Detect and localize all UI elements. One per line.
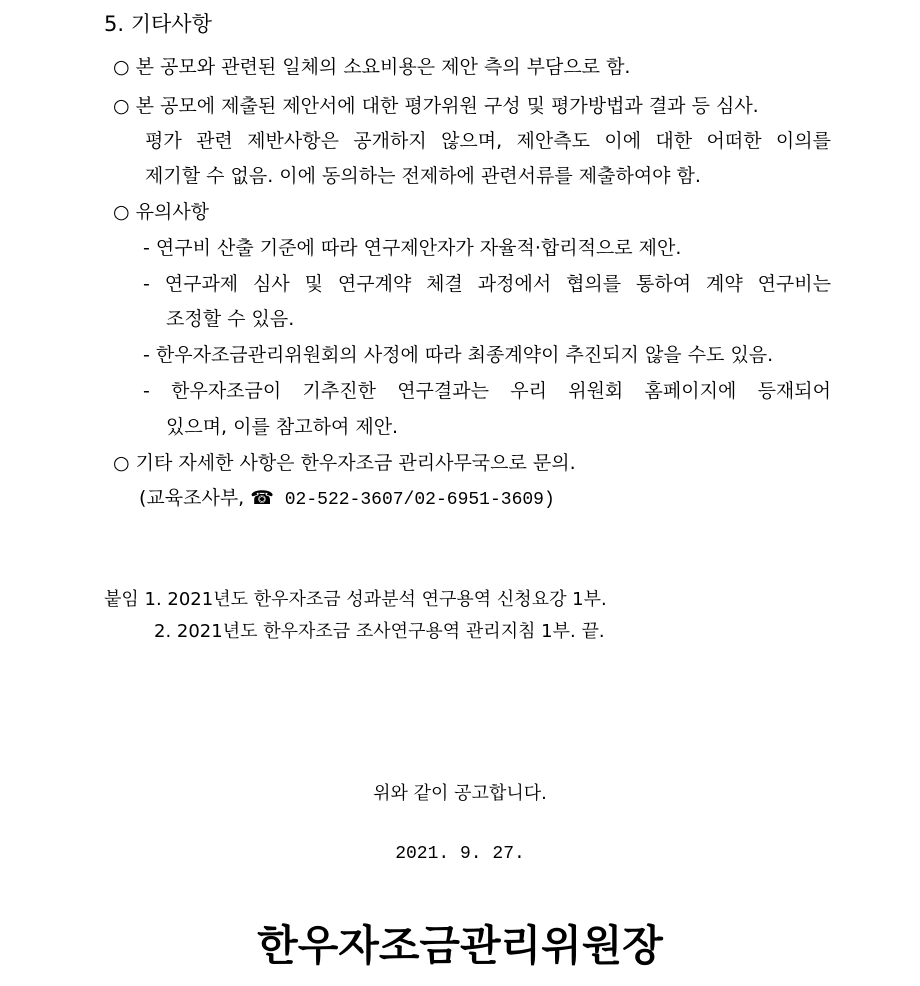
section-heading: 5. 기타사항: [104, 12, 212, 36]
contact-phone-numbers: 02-522-3607/02-6951-3609): [273, 490, 555, 510]
review-item-line2: 평가 관련 제반사항은 공개하지 않으며, 제안측도 이에 대한 어떠한 이의를: [145, 130, 831, 152]
contact-details: [139, 485, 555, 513]
contact-item: ○ 기타 자세한 사항은 한우자조금 관리사무국으로 문의.: [113, 452, 576, 474]
note-4-line1: - 한우자조금이 기추진한 연구결과는 우리 위원회 홈페이지에 등재되어: [143, 380, 831, 402]
notes-heading: ○ 유의사항: [113, 201, 210, 223]
note-1: - 연구비 산출 기준에 따라 연구제안자가 자율적·합리적으로 제안.: [143, 237, 682, 259]
attachment-1: 붙임 1. 2021년도 한우자조금 성과분석 연구용역 신청요강 1부.: [104, 589, 607, 610]
closing-statement: 위와 같이 공고합니다.: [373, 783, 547, 804]
review-item-line3: 제기할 수 없음. 이에 동의하는 전제하에 관련서류를 제출하여야 함.: [145, 165, 701, 187]
review-item-line1: [113, 93, 831, 119]
note-2-line2: 조정할 수 있음.: [166, 308, 295, 330]
attachment-2: 2. 2021년도 한우자조금 조사연구용역 관리지침 1부. 끝.: [154, 621, 605, 642]
issuer-signature: 한우자조금관리위원장: [257, 921, 663, 970]
note-2-line1: - 연구과제 심사 및 연구계약 체결 과정에서 협의를 통하여 계약 연구비는: [143, 273, 831, 295]
note-3: - 한우자조금관리위원회의 사정에 따라 최종계약이 추진되지 않을 수도 있음.: [143, 344, 774, 366]
review-item-line1-text: ○ 본 공모에 제출된 제안서에 대한 평가위원 구성 및 평가방법과 결과 등 심사.: [113, 95, 759, 117]
phone-icon: ☎: [250, 487, 274, 509]
announcement-date: 2021. 9. 27.: [395, 844, 525, 864]
cost-item: ○ 본 공모와 관련된 일체의 소요비용은 제안 측의 부담으로 함.: [113, 56, 631, 78]
contact-department: (교육조사부,: [139, 487, 251, 509]
note-4-line2: 있으며, 이를 참고하여 제안.: [166, 416, 399, 438]
